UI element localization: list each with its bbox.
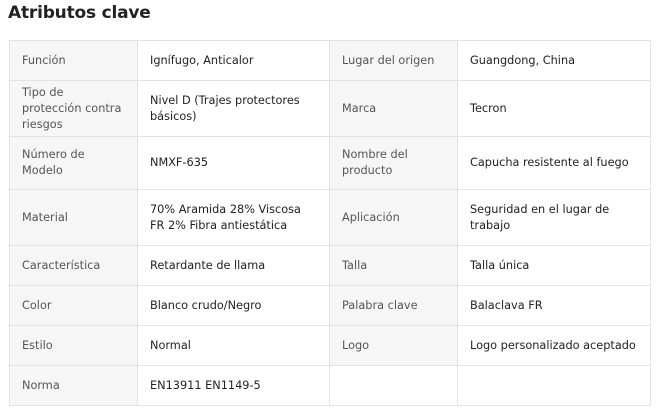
attribute-value: Capucha resistente al fuego xyxy=(458,137,651,190)
attribute-key: Norma xyxy=(10,366,138,406)
attribute-key: Talla xyxy=(330,246,458,286)
attribute-key xyxy=(330,366,458,406)
section-title: Atributos clave xyxy=(8,3,151,23)
attribute-value: Ignífugo, Anticalor xyxy=(138,41,330,81)
attribute-key: Característica xyxy=(10,246,138,286)
attribute-value: Balaclava FR xyxy=(458,286,651,326)
attribute-value: Logo personalizado aceptado xyxy=(458,326,651,366)
attribute-key: Función xyxy=(10,41,138,81)
attribute-key: Marca xyxy=(330,81,458,137)
attribute-key: Estilo xyxy=(10,326,138,366)
table-row xyxy=(10,366,651,406)
table-row xyxy=(10,246,651,286)
attribute-key: Palabra clave xyxy=(330,286,458,326)
attribute-key: Lugar del origen xyxy=(330,41,458,81)
attribute-value: Normal xyxy=(138,326,330,366)
attribute-key: Aplicación xyxy=(330,190,458,246)
attributes-table xyxy=(9,40,651,406)
attribute-value: Seguridad en el lugar de trabajo xyxy=(458,190,651,246)
table-row xyxy=(10,190,651,246)
attribute-value: 70% Aramida 28% Viscosa FR 2% Fibra antiestática xyxy=(138,190,330,246)
attribute-key: Nombre del producto xyxy=(330,137,458,190)
attribute-value: NMXF-635 xyxy=(138,137,330,190)
attribute-value: EN13911 EN1149-5 xyxy=(138,366,330,406)
table-row xyxy=(10,326,651,366)
attribute-value: Guangdong, China xyxy=(458,41,651,81)
table-row xyxy=(10,41,651,81)
attribute-key: Material xyxy=(10,190,138,246)
attribute-key: Tipo de protección contra riesgos xyxy=(10,81,138,137)
attribute-key: Logo xyxy=(330,326,458,366)
table-row xyxy=(10,81,651,137)
attribute-value xyxy=(458,366,651,406)
attribute-value: Tecron xyxy=(458,81,651,137)
table-row xyxy=(10,286,651,326)
attribute-key: Número de Modelo xyxy=(10,137,138,190)
attribute-value: Retardante de llama xyxy=(138,246,330,286)
attribute-value: Nivel D (Trajes protectores básicos) xyxy=(138,81,330,137)
attribute-value: Talla única xyxy=(458,246,651,286)
attribute-key: Color xyxy=(10,286,138,326)
table-row xyxy=(10,137,651,190)
attribute-value: Blanco crudo/Negro xyxy=(138,286,330,326)
